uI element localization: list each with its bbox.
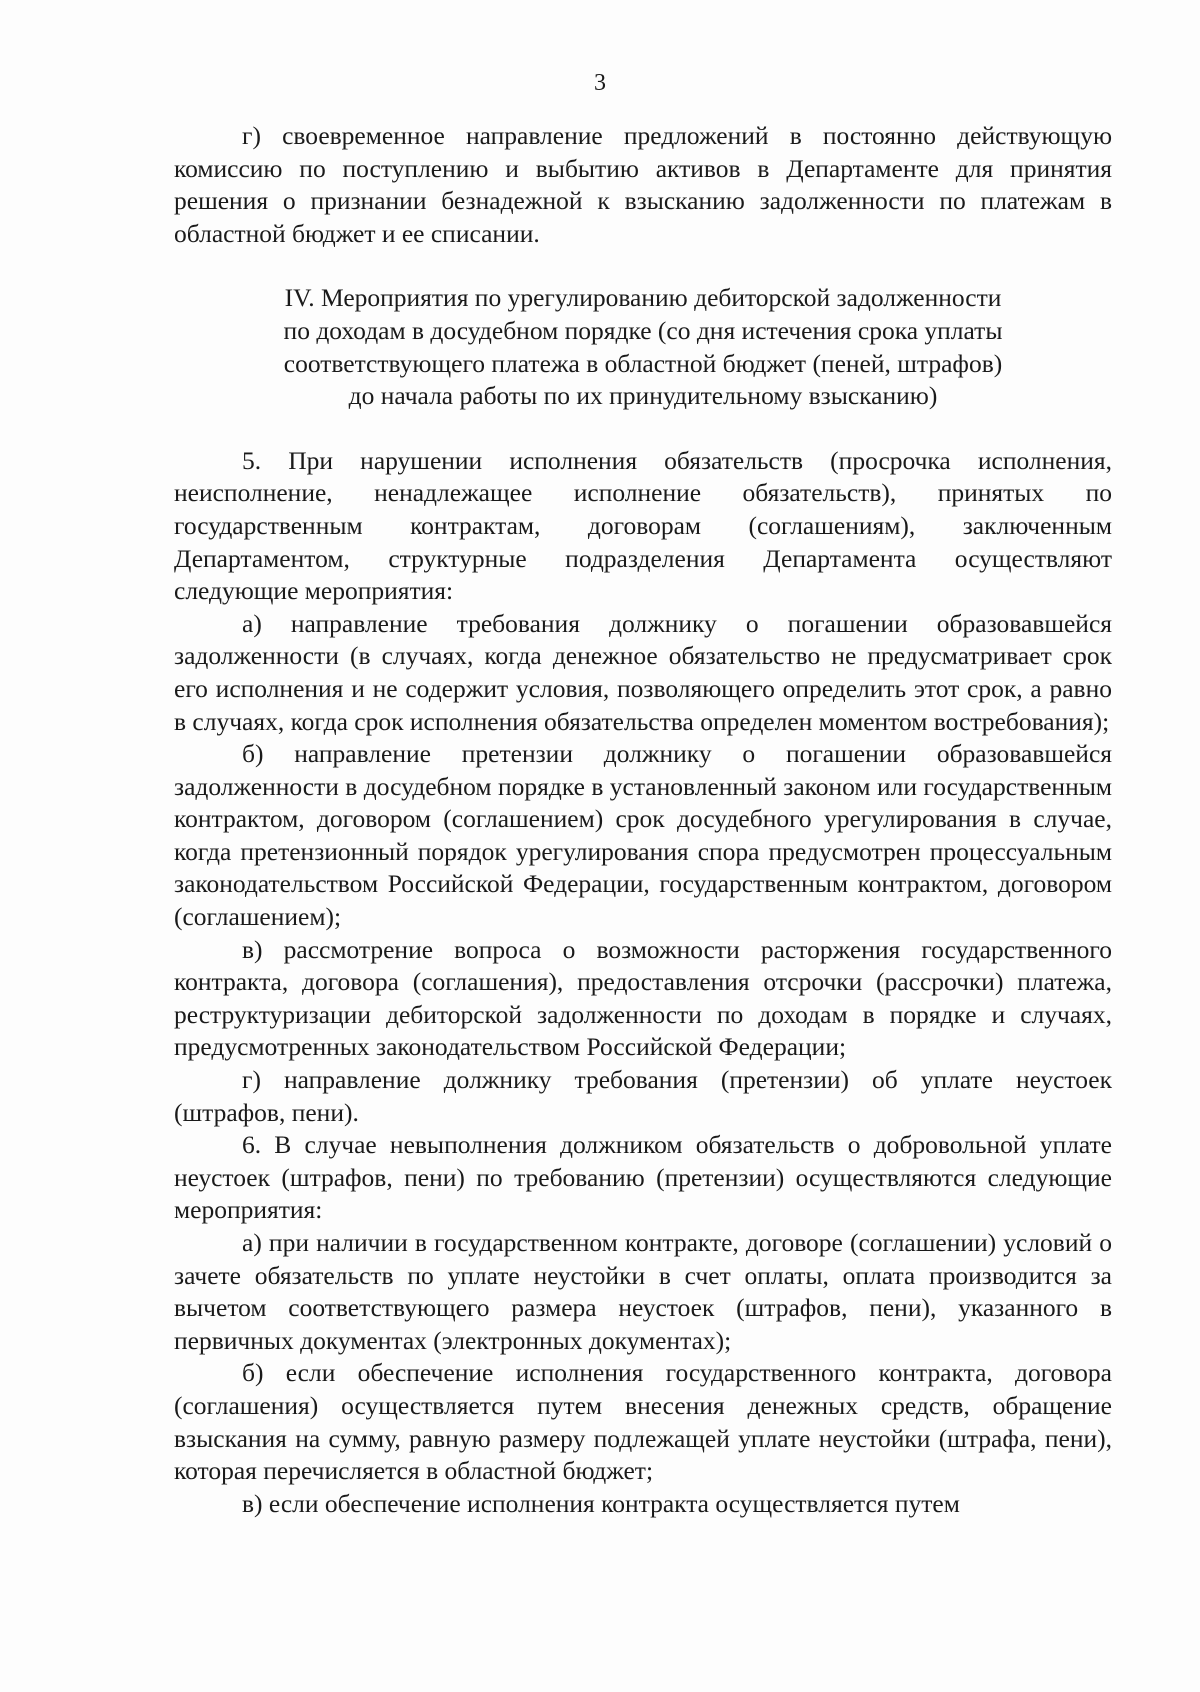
document-body [174,120,1112,1520]
paragraph-5-v: в) рассмотрение вопроса о возможности расторжения государственного контракта, договора (соглашения), предоставления отсрочки (рассрочки) платежа, реструктуризации дебиторской задолженности по доходам в порядке и случаях, предусмотренных законодательством Российской Федерации; [174,934,1112,1062]
paragraph-5-b: б) направление претензии должнику о погашении образовавшейся задолженности в досудебном порядке в установленный законом или государственным контрактом, договором (соглашением) срок досудебного урегулирования в случае, когда претензионный порядок урегулирования спора предусмотрен процессуальным законодательством Российской Федерации, государственным контрактом, договором (соглашением); [174,739,1112,932]
paragraph-6-v: в) если обеспечение исполнения контракта осуществляется путем [242,1488,960,1518]
section-heading [174,250,1112,444]
paragraph-5-g: г) направление должнику требования (претензии) об уплате неустоек (штрафов, пени). [174,1065,1112,1127]
paragraph-6-b: б) если обеспечение исполнения государственного контракта, договора (соглашения) осуществляется путем внесения денежных средств, обращение взыскания на сумму, равную размеру подлежащей уплате неустойки (штрафа, пени), которая перечисляется в областной бюджет; [174,1358,1112,1486]
heading-line: IV. Мероприятия по урегулированию дебиторской задолженности [284,283,1002,313]
paragraph-5-a: а) направление требования должнику о погашении образовавшейся задолженности (в случаях, когда денежное обязательство не предусматривает срок его исполнения и не содержит условия, позволяющего определить этот срок, а равно в случаях, когда срок исполнения обязательства определен моментом востребования); [174,608,1112,736]
paragraph-item-g: г) своевременное направление предложений в постоянно действующую комиссию по поступлению и выбытию активов в Департаменте для принятия решения о признании безнадежной к взысканию задолженности по платежам в областной бюджет и ее списании. [174,121,1112,248]
page-number: 3 [594,70,606,96]
heading-line: до начала работы по их принудительному взысканию) [348,381,938,411]
heading-line: соответствующего платежа в областной бюджет (пеней, штрафов) [283,348,1003,378]
paragraph-6: 6. В случае невыполнения должником обязательств о добровольной уплате неустоек (штрафов, пени) по требованию (претензии) осуществляются следующие мероприятия: [174,1130,1112,1225]
paragraph-5: 5. При нарушении исполнения обязательств (просрочка исполнения, неисполнение, ненадлежащее исполнение обязательств), принятых по государственным контрактам, договорам (соглашениям), заключенным Департаментом, структурные подразделения Департамента осуществляют следующие мероприятия: [174,445,1112,606]
paragraph-6-a: а) при наличии в государственном контракте, договоре (соглашении) условий о зачете обязательств по уплате неустойки в счет оплаты, оплата производится за вычетом соответствующего размера неустоек (штрафов, пени), указанного в первичных документах (электронных документах); [174,1228,1112,1355]
heading-line: по доходам в досудебном порядке (со дня истечения срока уплаты [283,315,1003,345]
